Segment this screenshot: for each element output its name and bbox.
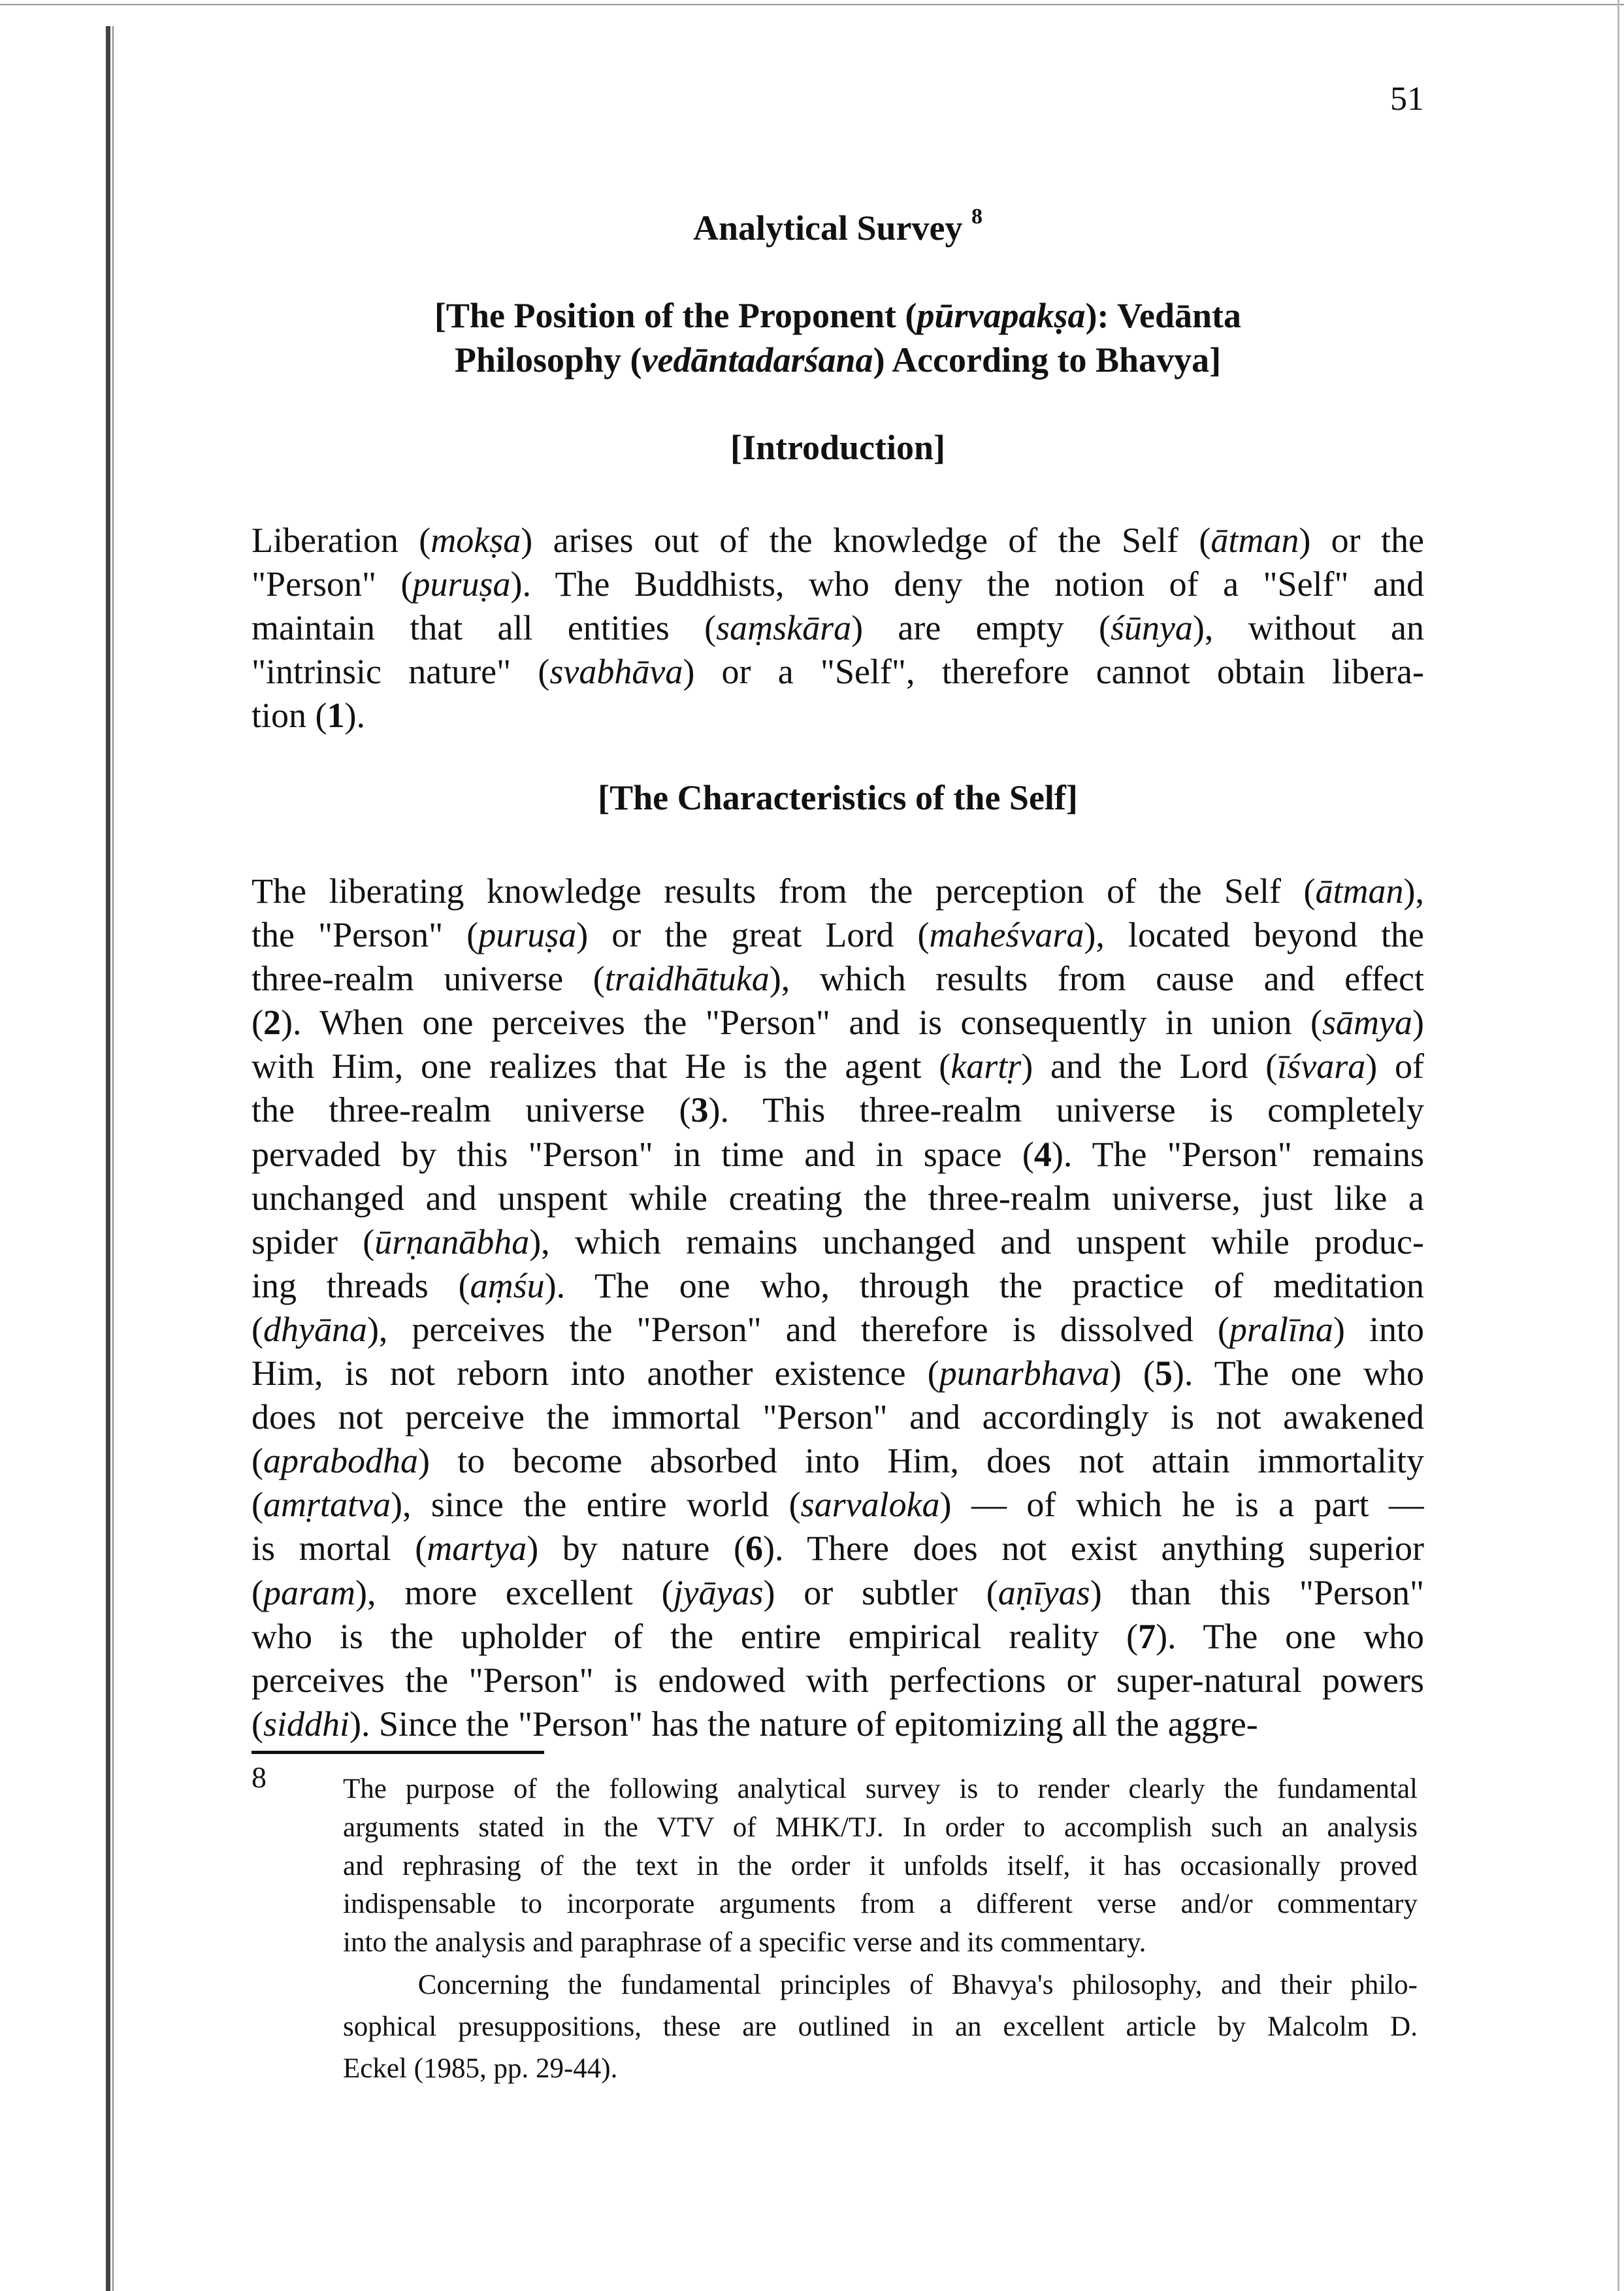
text-run: maintain that all entities ( bbox=[252, 608, 717, 648]
characteristics-paragraph bbox=[252, 869, 1424, 1746]
section-heading-line-2 bbox=[252, 340, 1424, 380]
footnote-ref: 8 bbox=[971, 204, 983, 229]
text-run: does not perceive the immortal "Person" and accordingly is not awakened bbox=[252, 1397, 1424, 1437]
italic-term: dhyāna bbox=[263, 1309, 367, 1349]
text-run: "Person" ( bbox=[252, 564, 413, 604]
italic-term: svabhāva bbox=[549, 652, 683, 692]
text-run: ). The one who, through the practice of meditation bbox=[544, 1265, 1424, 1305]
verse-ref: 4 bbox=[1033, 1134, 1052, 1174]
text-line bbox=[343, 1964, 1418, 2006]
text-line bbox=[252, 957, 1424, 1001]
text-run: ( bbox=[252, 1441, 263, 1481]
italic-term: pūrvapakṣa bbox=[917, 296, 1086, 335]
text-run: ). The one who bbox=[1172, 1354, 1424, 1393]
text-run: ). When one perceives the "Person" and is consequently in union ( bbox=[280, 1003, 1323, 1043]
text-line bbox=[343, 2048, 1418, 2090]
italic-term: aṇīyas bbox=[998, 1572, 1090, 1612]
text-run: Philosophy ( bbox=[454, 340, 642, 380]
introduction-paragraph bbox=[252, 519, 1424, 738]
text-line bbox=[252, 869, 1424, 913]
footnote-paragraph-2 bbox=[343, 1964, 1418, 2090]
text-run: ). bbox=[344, 696, 365, 736]
verse-ref: 2 bbox=[263, 1003, 281, 1043]
scan-binding-shadow bbox=[106, 26, 110, 2291]
text-run: ), without an bbox=[1192, 608, 1424, 648]
text-run: Eckel (1985, pp. 29-44). bbox=[343, 2053, 618, 2084]
text-run: tion ( bbox=[252, 696, 327, 736]
italic-term: aṃśu bbox=[470, 1265, 545, 1305]
text-line bbox=[343, 1885, 1418, 1924]
text-run: ), which results from cause and effect bbox=[769, 959, 1424, 999]
italic-term: traidhātuka bbox=[604, 959, 770, 999]
italic-term: amṛtatva bbox=[263, 1485, 391, 1525]
text-run: The liberating knowledge results from the perception of the Self ( bbox=[252, 871, 1316, 911]
text-run: ( bbox=[252, 1309, 263, 1349]
text-run: ) by nature ( bbox=[527, 1529, 745, 1568]
text-run: pervaded by this "Person" in time and in space ( bbox=[252, 1134, 1034, 1174]
text-run: Him, is not reborn into another existence ( bbox=[252, 1354, 939, 1393]
text-run: ) arises out of the knowledge of the Self ( bbox=[521, 521, 1211, 560]
text-run: ), located beyond the bbox=[1084, 915, 1424, 955]
text-line bbox=[252, 562, 1424, 606]
italic-term: ātman bbox=[1210, 521, 1299, 560]
text-line bbox=[252, 1571, 1424, 1615]
text-line bbox=[252, 1220, 1424, 1264]
verse-ref: 6 bbox=[745, 1529, 763, 1568]
title-text: Analytical Survey bbox=[693, 208, 963, 248]
text-line bbox=[252, 606, 1424, 650]
text-run: with Him, one realizes that He is the agent ( bbox=[252, 1047, 951, 1086]
text-line bbox=[252, 1615, 1424, 1659]
characteristics-heading: [The Characteristics of the Self] bbox=[598, 778, 1078, 817]
text-run: Concerning the fundamental principles of Bhavya's philosophy, and their philo- bbox=[343, 1970, 1418, 2000]
text-line bbox=[343, 1847, 1418, 1886]
text-run: ). The one who bbox=[1156, 1616, 1424, 1656]
italic-term: sāmya bbox=[1322, 1003, 1413, 1043]
text-run: is mortal ( bbox=[252, 1529, 427, 1568]
text-run: ). This three-realm universe is completely bbox=[708, 1090, 1424, 1130]
text-run: Liberation ( bbox=[252, 521, 431, 560]
italic-term: kartṛ bbox=[950, 1047, 1022, 1086]
italic-term: ūrṇanābha bbox=[374, 1222, 530, 1261]
italic-term: param bbox=[263, 1572, 355, 1612]
footnote-separator bbox=[252, 1751, 544, 1754]
italic-term: pralīna bbox=[1229, 1309, 1333, 1349]
text-run: and rephrasing of the text in the order it unfolds itself, it has occasionally proved bbox=[343, 1850, 1418, 1881]
text-run: ), perceives the "Person" and therefore is dissolved ( bbox=[366, 1309, 1229, 1349]
text-run: ). Since the "Person" has the nature of epitomizing all the aggre- bbox=[349, 1704, 1258, 1744]
italic-term: maheśvara bbox=[929, 915, 1084, 955]
text-run: ) into bbox=[1333, 1309, 1424, 1349]
text-run: ( bbox=[252, 1485, 263, 1525]
text-line bbox=[252, 650, 1424, 694]
text-run: ) or subtler ( bbox=[763, 1572, 998, 1612]
italic-term: īśvara bbox=[1277, 1047, 1366, 1086]
text-line bbox=[252, 1264, 1424, 1308]
text-run: ). There does not exist anything superior bbox=[762, 1529, 1424, 1568]
text-run: ( bbox=[252, 1572, 263, 1612]
text-line bbox=[252, 1308, 1424, 1352]
text-line bbox=[343, 1924, 1418, 1962]
text-run: ) than this "Person" bbox=[1090, 1572, 1424, 1612]
text-run: the three-realm universe ( bbox=[252, 1090, 691, 1130]
text-run: perceives the "Person" is endowed with perfections or super-natural powers bbox=[252, 1660, 1424, 1700]
text-run: ( bbox=[252, 1704, 263, 1744]
text-run: ), more excellent ( bbox=[355, 1572, 674, 1612]
text-run: ), since the entire world ( bbox=[390, 1485, 801, 1525]
page-title bbox=[252, 204, 1424, 248]
text-run: ), bbox=[1403, 871, 1424, 911]
text-line bbox=[252, 913, 1424, 957]
text-line bbox=[252, 694, 1424, 738]
italic-term: vedāntadarśana bbox=[641, 340, 873, 380]
text-line bbox=[252, 1001, 1424, 1045]
text-line bbox=[252, 1045, 1424, 1088]
text-run: ) or a "Self", therefore cannot obtain libera- bbox=[683, 652, 1424, 692]
text-run: ) to become absorbed into Him, does not attain immortality bbox=[418, 1441, 1424, 1481]
verse-ref: 5 bbox=[1154, 1354, 1173, 1393]
text-run: ) bbox=[1412, 1003, 1424, 1043]
italic-term: mokṣa bbox=[430, 521, 521, 560]
verse-ref: 1 bbox=[327, 696, 345, 736]
text-run: ) and the Lord ( bbox=[1021, 1047, 1278, 1086]
italic-term: punarbhava bbox=[939, 1354, 1110, 1393]
text-line bbox=[252, 1702, 1424, 1746]
text-run: unchanged and unspent while creating the three-realm universe, just like a bbox=[252, 1178, 1424, 1218]
text-run: ): Vedānta bbox=[1085, 296, 1242, 335]
page-number: 51 bbox=[1390, 80, 1424, 118]
italic-term: śūnya bbox=[1110, 608, 1193, 648]
text-line bbox=[252, 519, 1424, 562]
text-line bbox=[252, 1439, 1424, 1483]
italic-term: jyāyas bbox=[673, 1572, 764, 1612]
scan-binding-line bbox=[112, 26, 114, 2291]
text-run: "intrinsic nature" ( bbox=[252, 652, 550, 692]
verse-ref: 7 bbox=[1138, 1616, 1156, 1656]
italic-term: saṃskāra bbox=[716, 608, 852, 648]
text-run: the "Person" ( bbox=[252, 915, 479, 955]
section-heading-line-1 bbox=[252, 295, 1424, 336]
text-run: ) ( bbox=[1109, 1354, 1155, 1393]
text-line bbox=[252, 1395, 1424, 1439]
text-line bbox=[252, 1483, 1424, 1527]
text-line bbox=[343, 1809, 1418, 1847]
text-run: arguments stated in the VTV of MHK/TJ. In order to accomplish such an analysis bbox=[343, 1812, 1418, 1843]
text-line bbox=[252, 1352, 1424, 1395]
text-run: ) According to Bhavya] bbox=[873, 340, 1222, 380]
italic-term: aprabodha bbox=[263, 1441, 418, 1481]
text-run: ) of bbox=[1365, 1047, 1424, 1086]
text-line bbox=[252, 1659, 1424, 1702]
footnote-number: 8 bbox=[252, 1761, 267, 1794]
italic-term: siddhi bbox=[263, 1704, 350, 1744]
text-run: ) are empty ( bbox=[851, 608, 1111, 648]
text-run: three-realm universe ( bbox=[252, 959, 605, 999]
text-line bbox=[252, 1133, 1424, 1177]
italic-term: sarvaloka bbox=[800, 1485, 940, 1525]
scan-right-edge bbox=[1617, 0, 1619, 2291]
italic-term: martya bbox=[427, 1529, 527, 1568]
italic-term: puruṣa bbox=[412, 564, 511, 604]
text-run: ( bbox=[252, 1003, 263, 1043]
text-line bbox=[252, 1177, 1424, 1220]
text-run: sophical presuppositions, these are outlined in an excellent article by Malcolm D. bbox=[343, 2011, 1418, 2042]
text-line bbox=[343, 2006, 1418, 2048]
italic-term: puruṣa bbox=[478, 915, 577, 955]
text-run: ) — of which he is a part — bbox=[939, 1485, 1424, 1525]
text-line bbox=[343, 1770, 1418, 1809]
italic-term: ātman bbox=[1315, 871, 1404, 911]
text-line bbox=[252, 1527, 1424, 1570]
text-run: into the analysis and paraphrase of a specific verse and its commentary. bbox=[343, 1927, 1146, 1958]
text-run: indispensable to incorporate arguments from a different verse and/or commentary bbox=[343, 1889, 1418, 1920]
verse-ref: 3 bbox=[690, 1090, 709, 1130]
introduction-heading: [Introduction] bbox=[730, 428, 946, 467]
text-run: ) or the bbox=[1299, 521, 1424, 560]
scan-top-edge bbox=[0, 4, 1624, 5]
text-run: who is the upholder of the entire empirical reality ( bbox=[252, 1616, 1139, 1656]
text-run: The purpose of the following analytical survey is to render clearly the fundamental bbox=[343, 1774, 1418, 1804]
text-run: ), which remains unchanged and unspent while produc- bbox=[529, 1222, 1424, 1261]
text-run: ) or the great Lord ( bbox=[576, 915, 930, 955]
text-run: spider ( bbox=[252, 1222, 375, 1261]
text-run: ). The "Person" remains bbox=[1051, 1134, 1424, 1174]
footnote-paragraph-1 bbox=[343, 1770, 1418, 1962]
text-run: ing threads ( bbox=[252, 1265, 470, 1305]
text-line bbox=[252, 1088, 1424, 1132]
text-run: ). The Buddhists, who deny the notion of a "Self" and bbox=[510, 564, 1424, 604]
text-run: [The Position of the Proponent ( bbox=[434, 296, 917, 335]
